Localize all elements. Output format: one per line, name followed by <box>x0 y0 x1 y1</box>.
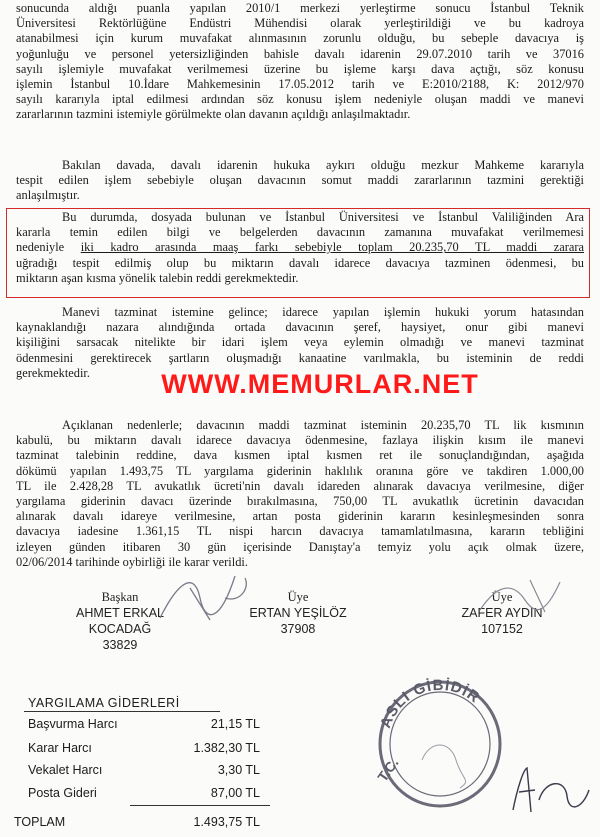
divider <box>130 805 270 806</box>
text-line <box>16 240 584 255</box>
text-line: işlemin İstanbul 10.İdare Mahkemesinin 17.05.2012 tarih ve E:2010/2188, K: 2012/970 <box>16 77 584 92</box>
total-label: TOPLAM <box>14 815 66 829</box>
text-line: TL ile 2.428,28 TL avukatlık ücreti'nin davalı idareden alınarak davacıya verilmesine, diğer <box>16 478 584 493</box>
signature-number: 33829 <box>102 638 138 652</box>
stamp-text: T.C. <box>374 754 402 785</box>
signature-name-line2: KOCADAĞ <box>88 622 152 636</box>
cost-label: Karar Harcı <box>28 741 92 755</box>
text-line: ödenmesini gerektirecek şartların oluşmadığı kanaatine varılmakla, bu isteminin de reddi <box>16 350 584 365</box>
handwritten-signature-icon <box>505 760 595 820</box>
total-value: 1.493,75 TL <box>193 815 260 829</box>
paragraph-verdict <box>16 418 584 570</box>
stamp-text: ASLI GİBİDİR <box>377 676 484 731</box>
text-line: 02/06/2014 tarihinde oybirliği ile karar verildi. <box>16 554 248 569</box>
divider <box>24 711 220 712</box>
text-fragment: nedeniyle <box>16 240 81 255</box>
signature-name: ZAFER AYDIN <box>461 606 543 620</box>
text-line: dökümü yapılan 1.493,75 TL yargılama giderinin haklılık oranına göre ve takdiren 1.000,00 <box>16 463 584 478</box>
text-line: Açıklanan nedenlerle; davacının maddi tazminat isteminin 20.235,70 TL lik kısmının <box>62 418 584 432</box>
text-line: sayılı kararıyla iptal edilmesi ardından söz konusu işlem nedeniyle oluşan maddi ve manevi <box>16 92 584 107</box>
signature-number: 107152 <box>481 622 523 636</box>
text-line: kararla temin edilen bilgi ve belgelerden davacının zamanına muvafakat verilmemesi <box>16 225 584 240</box>
text-line: Manevi tazminat istemine gelince; idarece yapılan işlemin hukuki yorum hatasından <box>62 305 584 319</box>
underlined-text: iki kadro arasında maaş farkı sebebiyle toplam 20.235,70 TL maddi zarara <box>80 240 584 255</box>
court-stamp-icon <box>360 660 510 820</box>
signature-number: 37908 <box>280 622 316 636</box>
text-line: Üniversitesi Rektörlüğüne Endüstri Mühendisi olarak yerleştirildiği ve bu kadroya <box>16 16 584 31</box>
cost-label: Vekalet Harcı <box>28 763 103 777</box>
signature-role: Üye <box>287 590 309 604</box>
handwritten-signature-icon <box>140 568 260 628</box>
text-line: kaynaklandığı nazara alındığında ortada davacının şeref, haysiyet, onur gibi manevi <box>16 320 584 335</box>
text-line: sayılı işlemiyle muvafakat verilmemesi üzerine bu işleme karşı dava açtığı, söz konusu <box>16 61 584 76</box>
handwritten-signature-icon <box>470 570 580 620</box>
text-line: kabulü, bu miktarın davalı idarece davacıya ödenmesine, fazlaya ilişkin kısım ile manevi <box>16 433 584 448</box>
text-line: davacıya iadesine 1.361,15 TL nispi harcın davacıya tamamlatılmasına, kararın tebliğini <box>16 524 584 539</box>
costs-title: YARGILAMA GİDERLERİ <box>28 696 180 710</box>
text-line: anlaşılmıştır. <box>16 188 80 203</box>
signature-name: ERTAN YEŞİLÖZ <box>249 606 347 620</box>
paragraph-highlighted-ruling <box>16 210 584 286</box>
watermark: WWW.MEMURLAR.NET <box>161 369 479 399</box>
cost-label: Posta Gideri <box>28 786 97 800</box>
text-line: zararlarının tazmini istemiyle görülmekte olan davanın açıldığı anlaşılmaktadır. <box>16 107 411 122</box>
text-line: kişiliğini sarsacak nitelikte bir idari işlem veya eylemin olmadığı ve manevi tazminat <box>16 335 584 350</box>
text-line: tazminat talebinin reddine, dava kısmen iptal kısmen ret ile sonuçlandığından, aşağıda <box>16 448 584 463</box>
cost-value: 3,30 TL <box>217 763 260 777</box>
signature-role: Üye <box>491 590 513 604</box>
signature-name: AHMET ERKAL <box>76 606 164 620</box>
cost-value: 21,15 TL <box>210 717 260 731</box>
text-line: atanabilmesi için kurum muvafakat alınmasının zorunlu olduğu, bu sebeple davacıya iş <box>16 31 584 46</box>
text-line: tespit edilen işlem sebebiyle oluşan davacının somut maddi zararlarının tazmini gerektiği <box>16 173 584 188</box>
text-line: Bakılan davada, davalı idarenin hukuka aykırı olduğu mezkur Mahkeme kararıyla <box>62 158 584 172</box>
text-line: miktarın aşan kısma yönelik talebin reddi gerekmektedir. <box>16 270 299 285</box>
paragraph-assessment <box>16 158 584 204</box>
signature-role: Başkan <box>101 590 139 604</box>
text-line: alınarak davalı idareye verilmesine, artan posta giderinin kararın kesinleşmesinden sonra <box>16 509 584 524</box>
text-line: yargılama giderinin davacı üzerinde bırakılmasına, 750,00 TL avukatlık ücretinin davacıdan <box>16 494 584 509</box>
paragraph-background <box>16 1 584 123</box>
text-line: yoğunluğu ve personel yetersizliğinden bahisle davalı idarenin 29.07.2010 tarih ve 37016 <box>16 46 584 61</box>
cost-value: 1.382,30 TL <box>193 741 260 755</box>
text-line: sonucunda aldığı puanla yapılan 2010/1 merkezi yerleştirme sonucu İstanbul Teknik <box>16 1 584 15</box>
cost-label: Başvurma Harcı <box>28 717 118 731</box>
text-line: Bu durumda, dosyada bulunan ve İstanbul Üniversitesi ve İstanbul Valiliğinden Ara <box>62 210 584 224</box>
text-line: izleyen günden itibaren 30 gün içerisinde Danıştay'a temyiz yolu açık olmak üzere, <box>16 539 584 554</box>
text-line: gerekmektedir. <box>16 365 90 380</box>
text-line: uğradığı tespit edilmiş olup bu miktarın davalı idarece davacıya tazminen ödenmesi, bu <box>16 255 584 270</box>
cost-value: 87,00 TL <box>210 786 260 800</box>
